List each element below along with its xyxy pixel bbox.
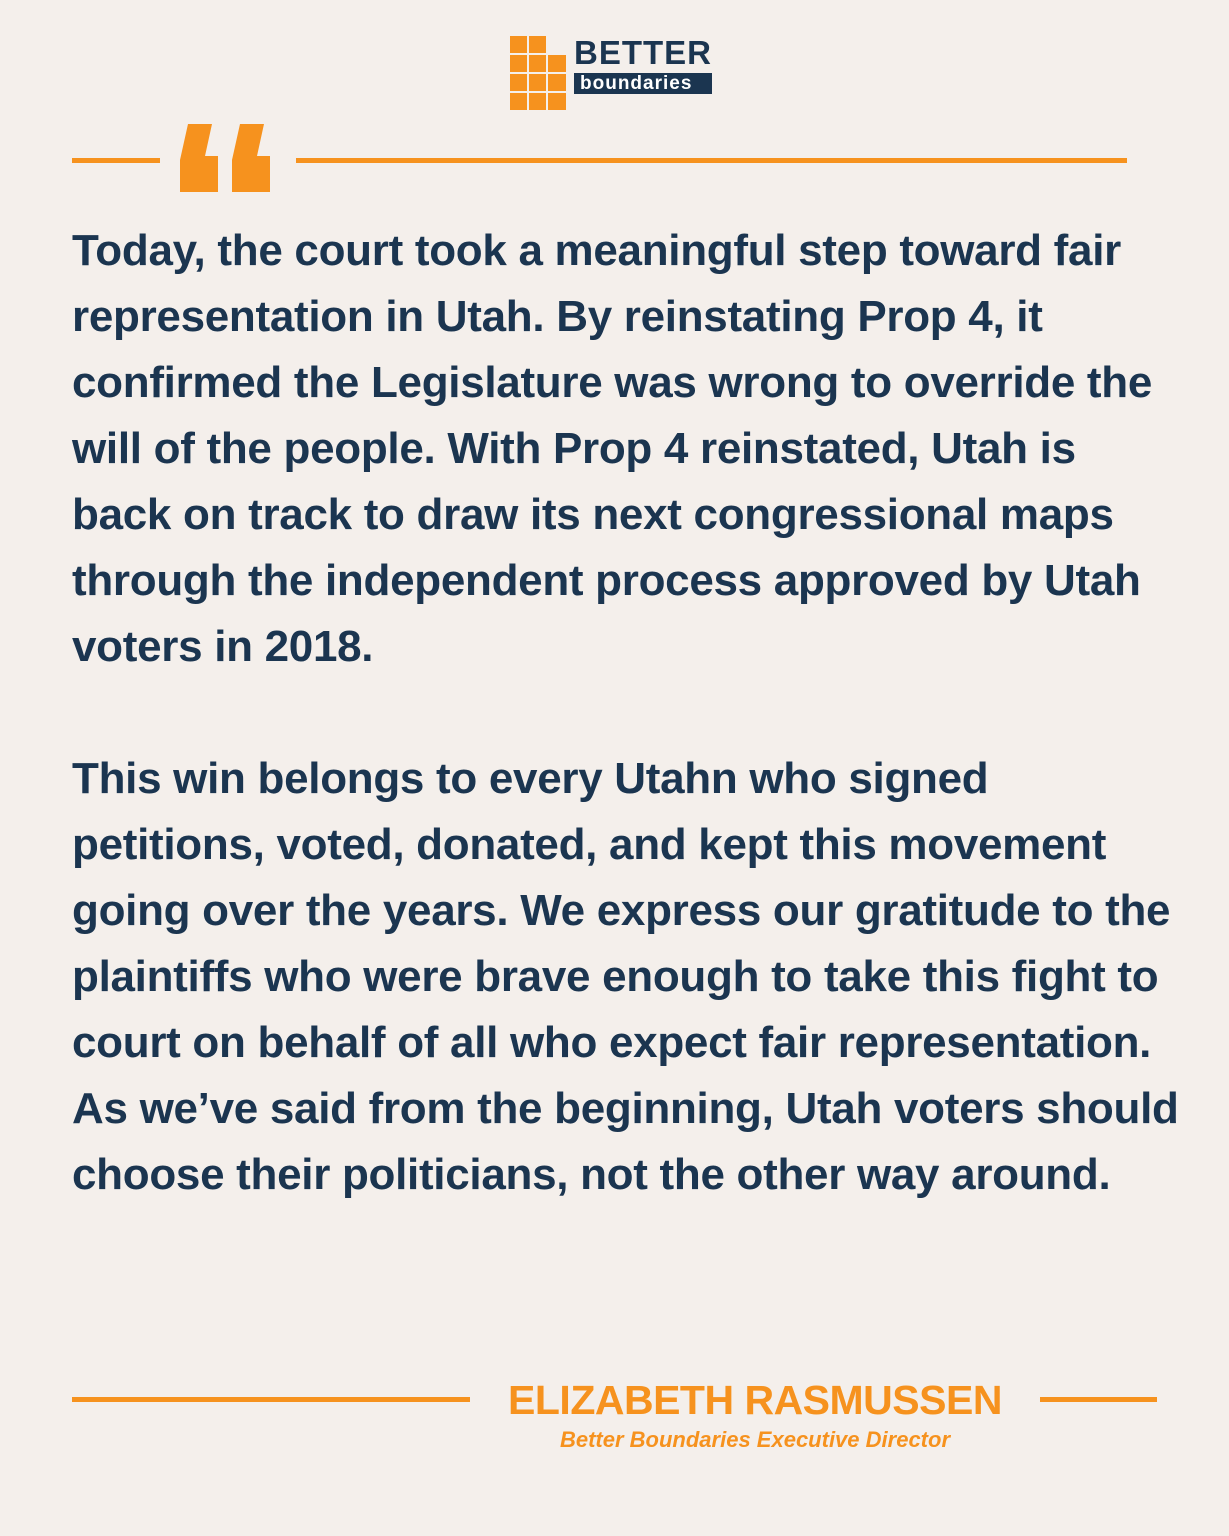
bottom-rule-right	[1040, 1397, 1157, 1402]
quote-paragraph-1: Today, the court took a meaningful step toward fair representation in Utah. By reinstating Prop 4, it confirmed the Legislature was wrong to override the will of the people. With Prop 4 reinstated, Utah is back on track to draw its next congressional maps through the independent process approved by Utah voters in 2018.	[72, 226, 1153, 671]
quote-mark-icon	[178, 120, 272, 196]
bottom-rule-left	[72, 1397, 470, 1402]
speaker-name: ELIZABETH RASMUSSEN	[508, 1377, 1002, 1423]
logo	[510, 36, 712, 110]
grid-icon	[510, 36, 566, 110]
speaker-title: Better Boundaries Executive Director	[559, 1427, 951, 1452]
attribution	[470, 1378, 1040, 1454]
top-rule-right	[296, 158, 1127, 163]
quote-text	[72, 218, 1182, 1208]
quote-paragraph-2: This win belongs to every Utahn who signed petitions, voted, donated, and kept this movement going over the years. We express our gratitude to the plaintiffs who were brave enough to take this fight to court on behalf of all who expect fair representation. As we’ve said from the beginning, Utah voters should choose their politicians, not the other way around.	[72, 754, 1179, 1199]
logo-text-boundaries: boundaries	[574, 73, 712, 94]
logo-wordmark	[574, 36, 712, 94]
top-rule-left	[72, 158, 160, 163]
logo-text-better: BETTER	[574, 34, 712, 71]
